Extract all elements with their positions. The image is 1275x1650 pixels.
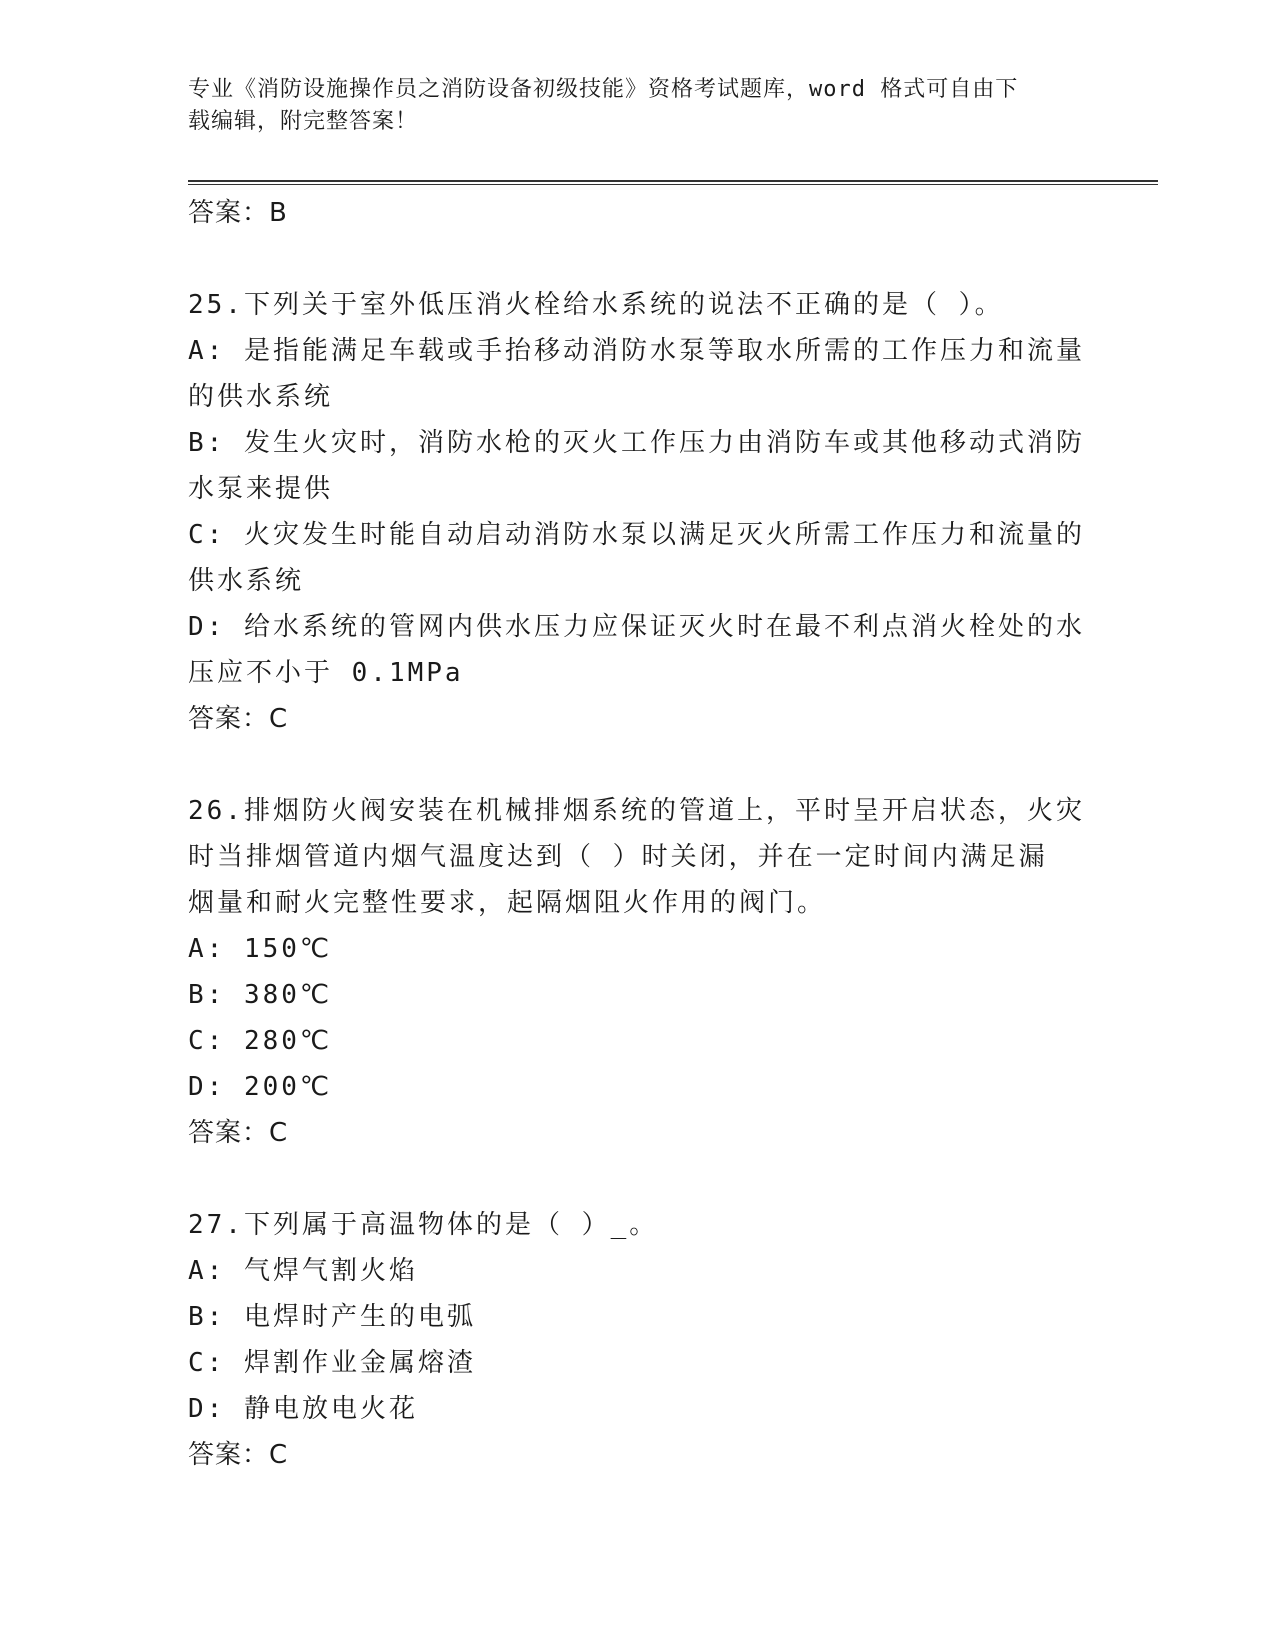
option-text: 水泵来提供 — [188, 474, 334, 504]
option-text: A: 150℃ — [188, 934, 333, 964]
spacer — [188, 1156, 1088, 1202]
option-text: B: 发生火灾时，消防水枪的灭火工作压力由消防车或其他移动式消防 — [188, 428, 1085, 458]
question-text: 25.下列关于室外低压消火栓给水系统的说法不正确的是（ ）。 — [188, 290, 1004, 320]
option-text: A: 是指能满足车载或手抬移动消防水泵等取水所需的工作压力和流量 — [188, 336, 1085, 366]
question-block — [188, 282, 1088, 742]
option-text: 压应不小于 0.1MPa — [188, 658, 464, 688]
question-block — [188, 1202, 1088, 1478]
question-text: 26.排烟防火阀安装在机械排烟系统的管道上，平时呈开启状态，火灾 — [188, 796, 1085, 826]
question-text: 27.下列属于高温物体的是（ ）_。 — [188, 1210, 659, 1240]
question-content — [188, 190, 1088, 1478]
header-line-2: 载编辑，附完整答案！ — [188, 109, 419, 134]
option-text: A: 气焊气割火焰 — [188, 1256, 418, 1286]
option-text: D: 200℃ — [188, 1072, 333, 1102]
option-text: C: 火灾发生时能自动启动消防水泵以满足灭火所需工作压力和流量的 — [188, 520, 1085, 550]
spacer — [188, 236, 1088, 282]
spacer — [188, 742, 1088, 788]
option-text: 供水系统 — [188, 566, 305, 596]
question-block — [188, 788, 1088, 1156]
option-text: C: 280℃ — [188, 1026, 333, 1056]
page-header — [188, 74, 1088, 138]
answer-text: 答案：C — [188, 1118, 289, 1148]
answer-text: 答案：C — [188, 704, 289, 734]
header-divider-thin — [188, 184, 1158, 185]
question-text: 时当排烟管道内烟气温度达到（ ）时关闭，并在一定时间内满足漏 — [188, 842, 1048, 872]
answer-text: 答案：C — [188, 1440, 289, 1470]
option-text: C: 焊割作业金属熔渣 — [188, 1348, 476, 1378]
header-divider-thick — [188, 180, 1158, 182]
question-text: 烟量和耐火完整性要求，起隔烟阻火作用的阀门。 — [188, 888, 827, 918]
option-text: D: 给水系统的管网内供水压力应保证灭火时在最不利点消火栓处的水 — [188, 612, 1085, 642]
option-text: B: 电焊时产生的电弧 — [188, 1302, 476, 1332]
answer-text: 答案：B — [188, 198, 288, 228]
option-text: 的供水系统 — [188, 382, 334, 412]
option-text: B: 380℃ — [188, 980, 333, 1010]
option-text: D: 静电放电火花 — [188, 1394, 418, 1424]
header-line-1: 专业《消防设施操作员之消防设备初级技能》资格考试题库，word 格式可自由下 — [188, 77, 1019, 102]
